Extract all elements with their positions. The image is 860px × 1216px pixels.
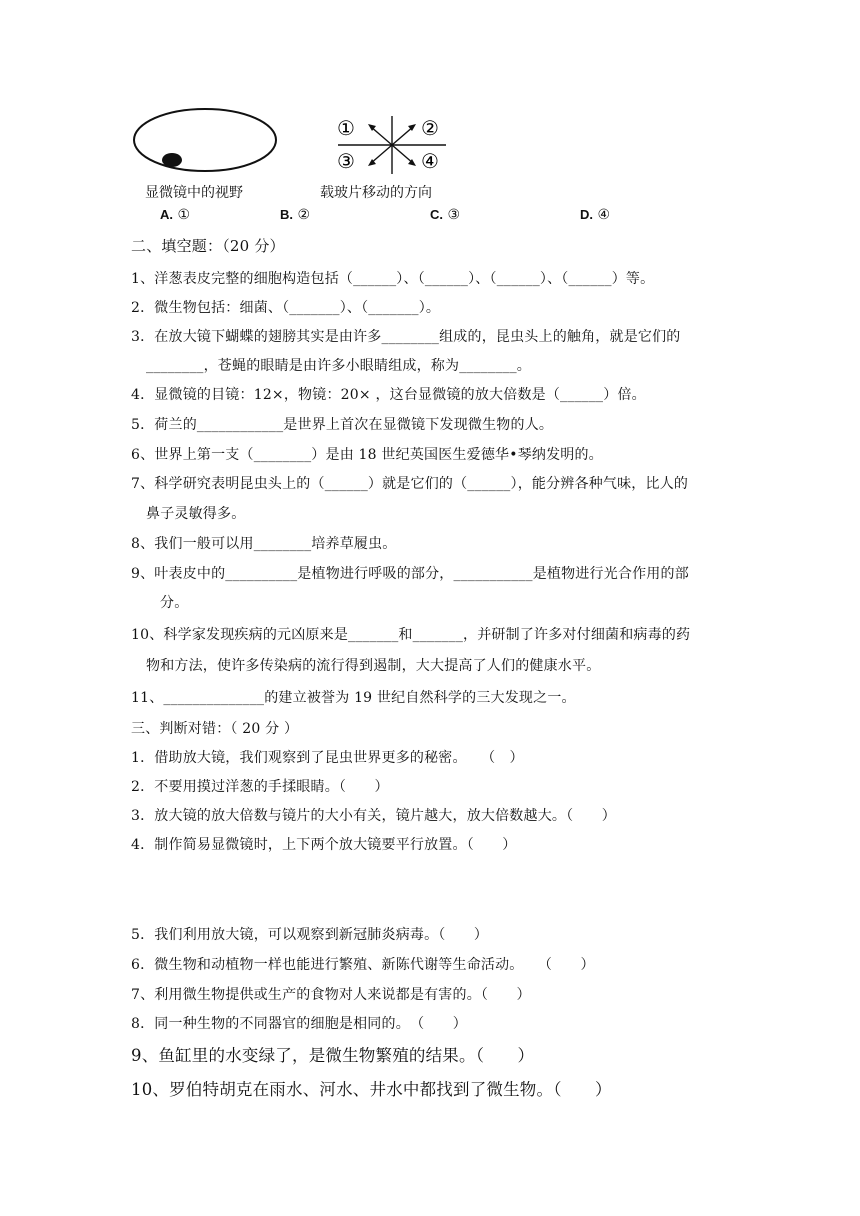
true-false-q2: 2．不要用摸过洋葱的手揉眼睛。（ ） <box>131 779 389 795</box>
true-false-q7: 7、利用微生物提供或生产的食物对人来说都是有害的。（ ） <box>131 987 531 1003</box>
true-false-q6: 6．微生物和动植物一样也能进行繁殖、新陈代谢等生命活动。 （ ） <box>131 957 595 973</box>
slide-direction-caption: 载玻片移动的方向 <box>320 185 432 201</box>
true-false-q9: 9、鱼缸里的水变绿了，是微生物繁殖的结果。（ ） <box>131 1046 535 1065</box>
fill-blank-q7: 7、科学研究表明昆虫头上的（______）就是它们的（______），能分辨各种气味，比人的 <box>131 476 689 492</box>
true-false-q5: 5．我们利用放大镜，可以观察到新冠肺炎病毒。（ ） <box>131 927 489 943</box>
true-false-q10: 10、罗伯特胡克在雨水、河水、井水中都找到了微生物。（ ） <box>131 1080 612 1099</box>
fill-blank-q8: 8、我们一般可以用________培养草履虫。 <box>131 536 397 552</box>
direction-label-2: ② <box>421 116 439 140</box>
fill-blank-q10-cont: 物和方法，使许多传染病的流行得到遏制，大大提高了人们的健康水平。 <box>146 658 601 674</box>
fill-blank-q3-cont: ________，苍蝇的眼睛是由许多小眼睛组成，称为________。 <box>146 358 531 374</box>
fill-blank-q4: 4．显微镜的目镜：12×，物镜：20× ，这台显微镜的放大倍数是（______）倍。 <box>131 387 646 403</box>
fill-blank-q6: 6、世界上第一支（________）是由 18 世纪英国医生爱德华•琴纳发明的。 <box>131 447 603 463</box>
option-d: D. ④ <box>580 207 611 223</box>
fill-blank-q9: 9、叶表皮中的__________是植物进行呼吸的部分，___________是植物进行光合作用的部 <box>131 566 689 582</box>
true-false-q4: 4．制作简易显微镜时，上下两个放大镜要平行放置。（ ） <box>131 837 517 853</box>
fill-blank-q11: 11、______________的建立被誉为 19 世纪自然科学的三大发现之一。 <box>131 690 576 706</box>
fill-blank-q9-cont: 分。 <box>160 595 189 611</box>
field-of-view-ellipse <box>134 109 276 171</box>
direction-label-1: ① <box>337 116 355 140</box>
true-false-q1: 1．借助放大镜，我们观察到了昆虫世界更多的秘密。 （ ） <box>131 750 524 766</box>
slide-direction-figure <box>336 114 448 176</box>
option-c: C. ③ <box>430 207 461 223</box>
fill-blank-q3: 3．在放大镜下蝴蝶的翅膀其实是由许多________组成的，昆虫头上的触角，就是它们的 <box>131 329 681 345</box>
fill-blank-q10: 10、科学家发现疾病的元凶原来是_______和_______，并研制了许多对付细菌和病毒的药 <box>131 627 691 643</box>
field-of-view-caption: 显微镜中的视野 <box>145 185 243 201</box>
direction-label-4: ④ <box>421 149 439 173</box>
option-b: B. ② <box>280 207 311 223</box>
fill-blank-q5: 5．荷兰的____________是世界上首次在显微镜下发现微生物的人。 <box>131 417 554 433</box>
true-false-q8: 8．同一种生物的不同器官的细胞是相同的。 （ ） <box>131 1016 467 1032</box>
true-false-q3: 3．放大镜的放大倍数与镜片的大小有关，镜片越大，放大倍数越大。（ ） <box>131 808 616 824</box>
microscope-field-of-view-figure <box>130 106 280 174</box>
fill-blank-q1: 1、洋葱表皮完整的细胞构造包括（______）、（______）、（______）、（______）等。 <box>131 271 655 287</box>
fill-blank-q2: 2．微生物包括：细菌、（_______）、（_______）。 <box>131 300 441 316</box>
direction-label-3: ③ <box>337 149 355 173</box>
option-a: A. ① <box>160 207 191 223</box>
specimen-dot <box>162 153 182 167</box>
fill-blank-q7-cont: 鼻子灵敏得多。 <box>146 506 246 522</box>
section-true-false-title: 三、判断对错：（ 20 分 ） <box>131 721 299 737</box>
section-fill-blank-title: 二、填空题：（20 分） <box>131 237 285 255</box>
